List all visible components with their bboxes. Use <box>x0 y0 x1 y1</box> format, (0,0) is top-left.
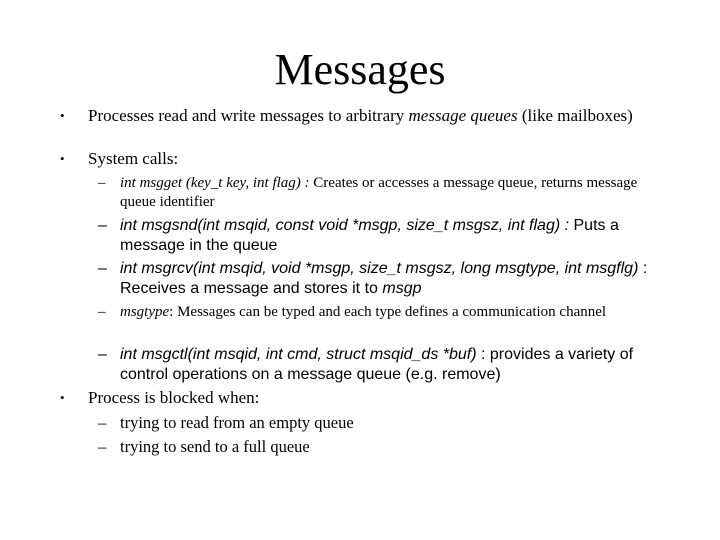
bullet-icon: • <box>60 390 65 405</box>
dash-icon: – <box>98 260 107 277</box>
dash-icon: – <box>98 346 107 363</box>
dash-icon: – <box>98 413 107 432</box>
subitem-signature: msgp <box>382 280 422 297</box>
dash-icon: – <box>98 304 106 320</box>
subitem-msgsnd <box>98 216 660 256</box>
subitem-text: : provides a variety of control operations on a message queue (e.g. remove) <box>120 346 634 383</box>
bullet-item-process-blocked <box>60 388 678 408</box>
dash-icon: – <box>98 175 106 191</box>
bullet-emphasis: message queues <box>408 106 518 125</box>
subitem-text: trying to send to a full queue <box>120 437 310 456</box>
slide-title: Messages <box>274 45 446 94</box>
subitem-text: Puts a message in the queue <box>120 217 619 254</box>
bullet-text: System calls: <box>88 149 179 168</box>
dash-icon: – <box>98 217 107 234</box>
bullet-icon: • <box>60 151 65 166</box>
subitem-signature: msgtype <box>120 304 170 320</box>
subitem-text: : Messages can be typed and each type defines a communication channel <box>169 304 607 320</box>
bullet-text: (like mailboxes) <box>517 106 633 125</box>
bullet-item-system-calls <box>60 149 678 169</box>
subitem-msgtype <box>98 303 660 322</box>
subitem-text: : Receives a message and stores it to <box>120 260 648 297</box>
subitem-signature: int msgsnd(int msqid, const void *msgp, size_t msgsz, int flag) : <box>120 217 570 234</box>
subitem-text: Creates or accesses a message queue, returns message queue identifier <box>120 175 638 210</box>
bullet-text: Processes read and write messages to arbitrary <box>88 106 409 125</box>
subitem-read-empty-queue <box>98 413 660 433</box>
subitem-text: trying to read from an empty queue <box>120 413 354 432</box>
bullet-item-message-queues <box>60 106 678 126</box>
subitem-msgget <box>98 174 660 212</box>
dash-icon: – <box>98 437 107 456</box>
subitem-signature: int msgget (key_t key, int flag) : <box>120 175 310 191</box>
subitem-send-full-queue <box>98 437 660 457</box>
subitem-msgrcv <box>98 259 660 299</box>
subitem-msgctl <box>98 345 660 385</box>
bullet-text: Process is blocked when: <box>88 388 260 407</box>
subitem-signature: int msgrcv(int msqid, void *msgp, size_t msgsz, long msgtype, int msgflg) <box>120 260 639 277</box>
subitem-signature: int msgctl(int msqid, int cmd, struct msqid_ds *buf) <box>120 346 477 363</box>
bullet-icon: • <box>60 108 65 123</box>
